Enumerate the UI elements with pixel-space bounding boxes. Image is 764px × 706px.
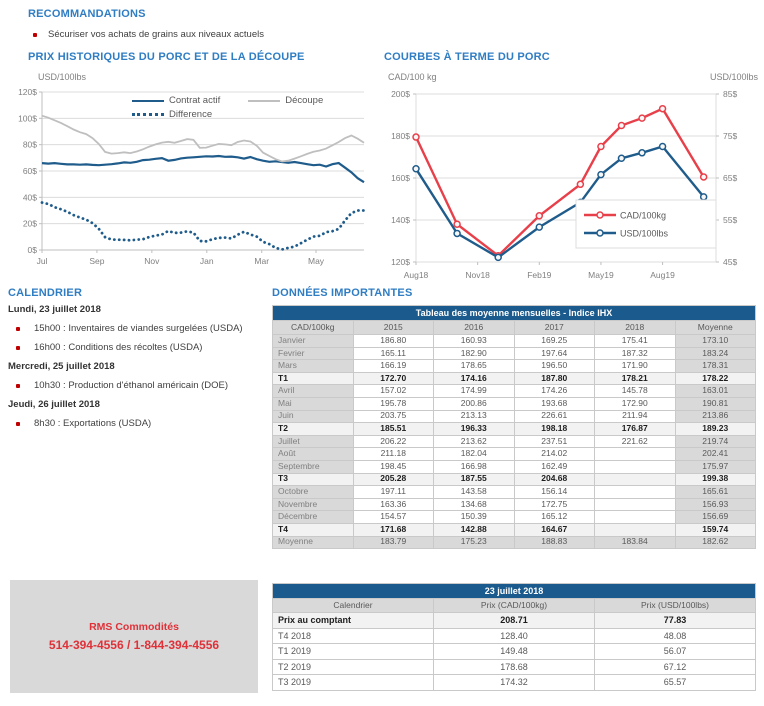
table-cell: 188.83 [514,536,595,549]
data-point-marker [660,106,666,112]
recommandations-title: RECOMMANDATIONS [28,8,146,20]
data-point-marker [536,213,542,219]
table-cell: 187.32 [595,347,676,360]
table-cell: 214.02 [514,448,595,461]
table-cell: 237.51 [514,435,595,448]
legend-entry-contrat-actif [132,95,220,106]
dotted-line-icon [132,113,164,116]
table-cell: 164.67 [514,523,595,536]
row-label: T1 2019 [273,644,434,660]
chart2-right-axis-label: USD/100lbs [709,72,758,82]
row-label: Mai [273,397,354,410]
monthly-table-header-row [273,321,756,335]
table-cell: 186.80 [353,335,434,348]
table-cell [595,473,676,486]
axis-tick-label: May [307,256,325,266]
table-cell: 162.49 [514,460,595,473]
table-cell: 128.40 [434,628,595,644]
table-cell: 65.57 [595,675,756,691]
table-row [273,448,756,461]
table-cell: 178.22 [675,372,756,385]
row-label: Décembre [273,511,354,524]
calendar-event-text: 8h30 : Exportations (USDA) [34,418,152,429]
table-row [273,536,756,549]
table-row [273,659,756,675]
data-point-marker [639,150,645,156]
table-cell: 156.69 [675,511,756,524]
monthly-table-title: Tableau des moyenne mensuelles - Indice IHX [273,306,756,321]
axis-tick-label: 200$ [391,89,410,99]
calendar-event-text: 16h00 : Conditions des récoltes (USDA) [34,342,203,353]
axis-tick-label: 20$ [22,218,37,229]
row-label: Juin [273,410,354,423]
contact-box [10,580,258,693]
legend-label: Difference [169,109,213,120]
data-point-marker [536,224,542,230]
column-header: Calendrier [273,599,434,613]
axis-tick-label: 180$ [391,131,410,141]
donnees-title: DONNÉES IMPORTANTES [272,287,413,299]
calendar-date: Jeudi, 26 juillet 2018 [8,399,100,410]
monthly-averages-table [272,305,756,549]
data-point-marker [701,194,707,200]
table-cell: 165.11 [353,347,434,360]
data-point-marker [454,230,460,236]
chart2-left-axis-label: CAD/100 kg [388,72,437,82]
table-cell: 178.31 [675,360,756,373]
table-row [273,511,756,524]
table-row [273,460,756,473]
legend-marker-icon [597,230,603,236]
table-cell [595,448,676,461]
table-cell: 154.57 [353,511,434,524]
table-cell: 143.58 [434,486,515,499]
table-cell: 196.33 [434,423,515,436]
table-cell: 183.84 [595,536,676,549]
column-header: 2016 [434,321,515,335]
phone-numbers: 514-394-4556 / 1-844-394-4556 [48,638,220,652]
table-cell: 172.75 [514,498,595,511]
table-cell: 178.68 [434,659,595,675]
table-row [273,498,756,511]
table-row [273,423,756,436]
table-cell: 213.13 [434,410,515,423]
table-cell: 198.45 [353,460,434,473]
column-header: 2017 [514,321,595,335]
table-row [273,410,756,423]
column-header: Prix (CAD/100kg) [434,599,595,613]
axis-tick-label: 80$ [22,139,37,150]
decoupe-line [42,116,364,162]
chart1-legend [132,95,323,120]
calendar-event [16,342,243,353]
table-cell [595,511,676,524]
data-point-marker [618,123,624,129]
courbes-title: COURBES À TERME DU PORC [384,51,550,63]
table-cell: 163.36 [353,498,434,511]
axis-tick-label: 55$ [723,215,738,225]
table-cell: 182.90 [434,347,515,360]
axis-tick-label: Nov [144,256,160,266]
data-point-marker [660,144,666,150]
table-cell: 165.12 [514,511,595,524]
table-cell: 156.93 [675,498,756,511]
table-cell: 199.38 [675,473,756,486]
row-label: T2 [273,423,354,436]
daily-table-title: 23 juillet 2018 [273,584,756,599]
table-cell: 195.78 [353,397,434,410]
row-label: T2 2019 [273,659,434,675]
data-point-marker [701,174,707,180]
table-cell: 48.08 [595,628,756,644]
table-row [273,360,756,373]
axis-tick-label: Jul [36,256,48,266]
table-cell: 67.12 [595,659,756,675]
column-header: 2018 [595,321,676,335]
axis-tick-label: USD/100lbs [620,228,669,239]
axis-tick-label: 0$ [27,245,37,255]
column-header: Prix (USD/100lbs) [595,599,756,613]
table-cell: 193.68 [514,397,595,410]
row-label: Fevrier [273,347,354,360]
table-cell: 176.87 [595,423,676,436]
table-cell: 197.11 [353,486,434,499]
table-row [273,473,756,486]
table-cell: 150.39 [434,511,515,524]
row-label: T4 2018 [273,628,434,644]
axis-tick-label: Mar [254,256,270,266]
axis-tick-label: Aug18 [403,270,429,280]
table-cell: 178.21 [595,372,676,385]
recommandation-item [33,29,264,40]
table-cell: 197.64 [514,347,595,360]
legend-entry-difference [132,109,220,120]
table-cell [595,460,676,473]
table-cell: 211.94 [595,410,676,423]
data-point-marker [598,172,604,178]
legend-entry-decoupe [248,95,323,106]
table-title-row [273,306,756,321]
axis-tick-label: 65$ [723,173,738,183]
row-label: Novembre [273,498,354,511]
table-cell: 203.75 [353,410,434,423]
bullet-icon [16,422,20,426]
table-row [273,523,756,536]
table-cell [595,486,676,499]
table-cell: 185.51 [353,423,434,436]
table-cell: 211.18 [353,448,434,461]
axis-tick-label: May19 [588,270,614,280]
table-cell: 175.97 [675,460,756,473]
row-label: T4 [273,523,354,536]
table-cell: 77.83 [595,613,756,629]
bullet-icon [33,33,37,37]
contrat-actif-line [42,156,364,182]
table-row [273,486,756,499]
column-header: Moyenne [675,321,756,335]
table-cell: 204.68 [514,473,595,486]
axis-tick-label: 60$ [22,166,37,176]
table-cell: 196.50 [514,360,595,373]
table-cell: 174.32 [434,675,595,691]
column-header: CAD/100kg [273,321,354,335]
bullet-icon [16,327,20,331]
axis-tick-label: 160$ [391,173,410,183]
row-label: T3 2019 [273,675,434,691]
table-cell: 172.90 [595,397,676,410]
row-label: Moyenne [273,536,354,549]
table-cell: 175.23 [434,536,515,549]
axis-tick-label: 140$ [391,215,410,225]
solid-line-icon [132,100,164,102]
table-cell: 206.22 [353,435,434,448]
daily-table-header-row [273,599,756,613]
courbes-terme-chart [380,84,760,292]
row-label: Prix au comptant [273,613,434,629]
table-row [273,397,756,410]
table-row [273,644,756,660]
prix-historiques-title: PRIX HISTORIQUES DU PORC ET DE LA DÉCOUPE [28,51,305,63]
axis-tick-label: Sep [89,256,105,266]
table-cell: 142.88 [434,523,515,536]
calendar-list [8,296,243,429]
table-cell: 134.68 [434,498,515,511]
table-row [273,675,756,691]
data-point-marker [577,181,583,187]
bullet-icon [16,384,20,388]
axis-tick-label: Feb19 [527,270,552,280]
table-cell: 190.81 [675,397,756,410]
table-cell: 159.74 [675,523,756,536]
table-cell: 171.68 [353,523,434,536]
legend-marker-icon [597,212,603,218]
row-label: T1 [273,372,354,385]
table-cell: 171.90 [595,360,676,373]
table-cell: 173.10 [675,335,756,348]
table-cell: 202.41 [675,448,756,461]
row-label: Septembre [273,460,354,473]
data-point-marker [413,134,419,140]
table-cell: 145.78 [595,385,676,398]
legend-box [576,200,716,248]
calendar-date: Mercredi, 25 juillet 2018 [8,361,115,372]
table-row [273,628,756,644]
axis-tick-label: 40$ [22,192,37,203]
table-row [273,347,756,360]
company-name: RMS Commodités [89,621,179,633]
table-cell: 187.55 [434,473,515,486]
chart2-axis-labels [388,72,758,82]
table-cell: 166.19 [353,360,434,373]
row-label: Octobre [273,486,354,499]
table-cell: 205.28 [353,473,434,486]
data-point-marker [495,254,501,260]
table-cell: 208.71 [434,613,595,629]
axis-tick-label: 45$ [723,257,738,267]
table-cell: 163.01 [675,385,756,398]
calendrier-title: CALENDRIER [8,287,83,299]
calendar-event-text: 10h30 : Production d'éthanol américain (DOE) [34,380,229,391]
table-cell: 160.93 [434,335,515,348]
table-cell: 56.07 [595,644,756,660]
table-cell: 175.41 [595,335,676,348]
table-cell [595,498,676,511]
data-point-marker [639,115,645,121]
row-label: Avril [273,385,354,398]
table-cell: 221.62 [595,435,676,448]
data-point-marker [598,144,604,150]
table-cell: 174.26 [514,385,595,398]
axis-tick-label: CAD/100kg [620,210,667,221]
row-label: Août [273,448,354,461]
daily-prices-table [272,583,756,691]
row-label: Juillet [273,435,354,448]
axis-tick-label: Aug19 [650,270,675,280]
row-label: T3 [273,473,354,486]
table-cell: 219.74 [675,435,756,448]
data-point-marker [413,166,419,172]
table-cell: 183.24 [675,347,756,360]
table-row [273,613,756,629]
table-row [273,335,756,348]
gray-line-icon [248,100,280,102]
difference-line [42,203,364,250]
table-cell: 213.86 [675,410,756,423]
chart1-y-axis-label: USD/100lbs [38,72,87,82]
calendar-event-text: 15h00 : Inventaires de viandes surgelées (USDA) [34,323,243,334]
table-cell: 198.18 [514,423,595,436]
table-cell [595,523,676,536]
table-cell: 189.23 [675,423,756,436]
axis-tick-label: 120$ [391,257,410,267]
table-cell: 149.48 [434,644,595,660]
axis-tick-label: 120$ [18,87,37,97]
bullet-icon [16,346,20,350]
row-label: Janvier [273,335,354,348]
table-cell: 187.80 [514,372,595,385]
table-cell: 213.62 [434,435,515,448]
legend-label: Contrat actif [169,95,221,106]
row-label: Mars [273,360,354,373]
table-cell: 157.02 [353,385,434,398]
legend-label: Découpe [285,95,324,106]
table-cell: 165.61 [675,486,756,499]
axis-tick-label: 85$ [723,89,738,99]
axis-tick-label: Jan [199,256,214,266]
calendar-date: Lundi, 23 juillet 2018 [8,304,101,315]
table-cell: 178.65 [434,360,515,373]
table-cell: 166.98 [434,460,515,473]
table-cell: 182.62 [675,536,756,549]
data-point-marker [454,221,460,227]
recommandation-text: Sécuriser vos achats de grains aux niveaux actuels [48,29,264,40]
calendar-event [16,380,243,391]
column-header: 2015 [353,321,434,335]
table-row [273,385,756,398]
calendar-event [16,418,243,429]
table-cell: 226.61 [514,410,595,423]
table-cell: 169.25 [514,335,595,348]
table-cell: 182.04 [434,448,515,461]
table-cell: 172.70 [353,372,434,385]
axis-tick-label: 100$ [18,113,37,124]
table-cell: 183.79 [353,536,434,549]
table-title-row [273,584,756,599]
table-row [273,372,756,385]
axis-tick-label: 75$ [723,131,738,141]
axis-tick-label: Nov18 [465,270,490,280]
table-cell: 156.14 [514,486,595,499]
data-point-marker [618,155,624,161]
calendar-event [16,323,243,334]
table-cell: 174.16 [434,372,515,385]
table-row [273,435,756,448]
table-cell: 200.86 [434,397,515,410]
table-cell: 174.99 [434,385,515,398]
